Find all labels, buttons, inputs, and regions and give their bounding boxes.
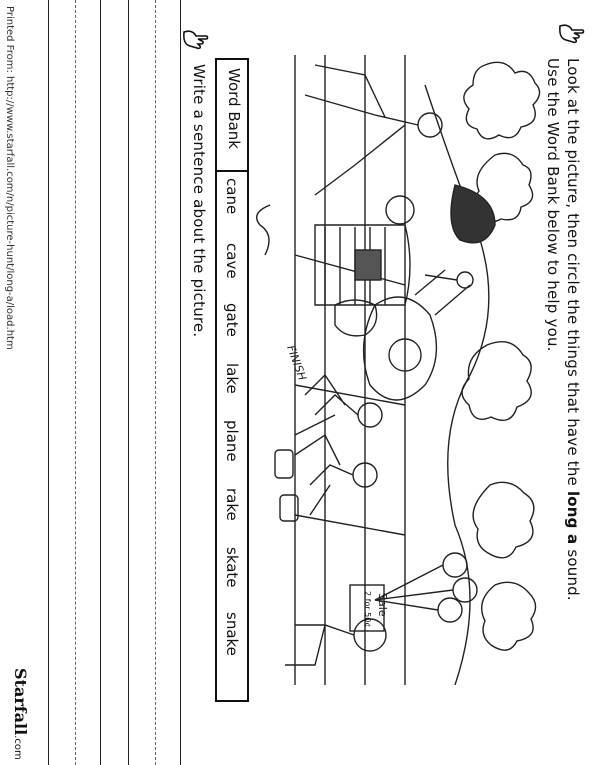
word-bank-word: cave — [223, 243, 241, 279]
writing-line — [100, 0, 101, 765]
word-bank-word: cane — [223, 178, 241, 215]
word-bank-word: skate — [223, 547, 241, 588]
word-bank — [215, 58, 249, 702]
sale-sign-title: Sale — [376, 593, 389, 617]
writing-prompt: Write a sentence about the picture. — [190, 64, 208, 338]
finish-label: FINISH — [284, 343, 309, 383]
word-bank-title: Word Bank — [225, 68, 243, 149]
picture-scene — [255, 55, 555, 685]
snake — [257, 205, 270, 255]
word-bank-word: lake — [223, 363, 241, 394]
writing-line — [180, 0, 181, 765]
writing-line-dashed — [75, 0, 76, 765]
pointing-hand-icon — [180, 28, 210, 58]
instruction-line-1: Look at the picture, then circle the things that have the long a sound. — [564, 58, 582, 601]
word-bank-title-box — [215, 58, 249, 172]
word-bank-word: gate — [223, 303, 241, 337]
writing-line — [48, 0, 49, 765]
sale-sign-price: 2 for 50¢ — [363, 591, 372, 628]
bushes-top — [464, 62, 540, 139]
starfall-logo — [11, 668, 30, 760]
starfall-brand-suffix: .com — [12, 735, 23, 760]
starfall-brand: Starfall — [11, 668, 30, 736]
word-bank-word: rake — [223, 488, 241, 521]
cave — [451, 185, 495, 243]
writing-line-dashed — [155, 0, 156, 765]
word-bank-word: plane — [223, 420, 241, 462]
word-bank-word: snake — [223, 612, 241, 656]
lake-outline — [364, 297, 437, 400]
instruction-line-2: Use the Word Bank below to help you. — [544, 58, 562, 352]
writing-line — [128, 0, 129, 765]
hill-outline — [425, 85, 489, 685]
pointing-hand-icon — [556, 22, 586, 52]
